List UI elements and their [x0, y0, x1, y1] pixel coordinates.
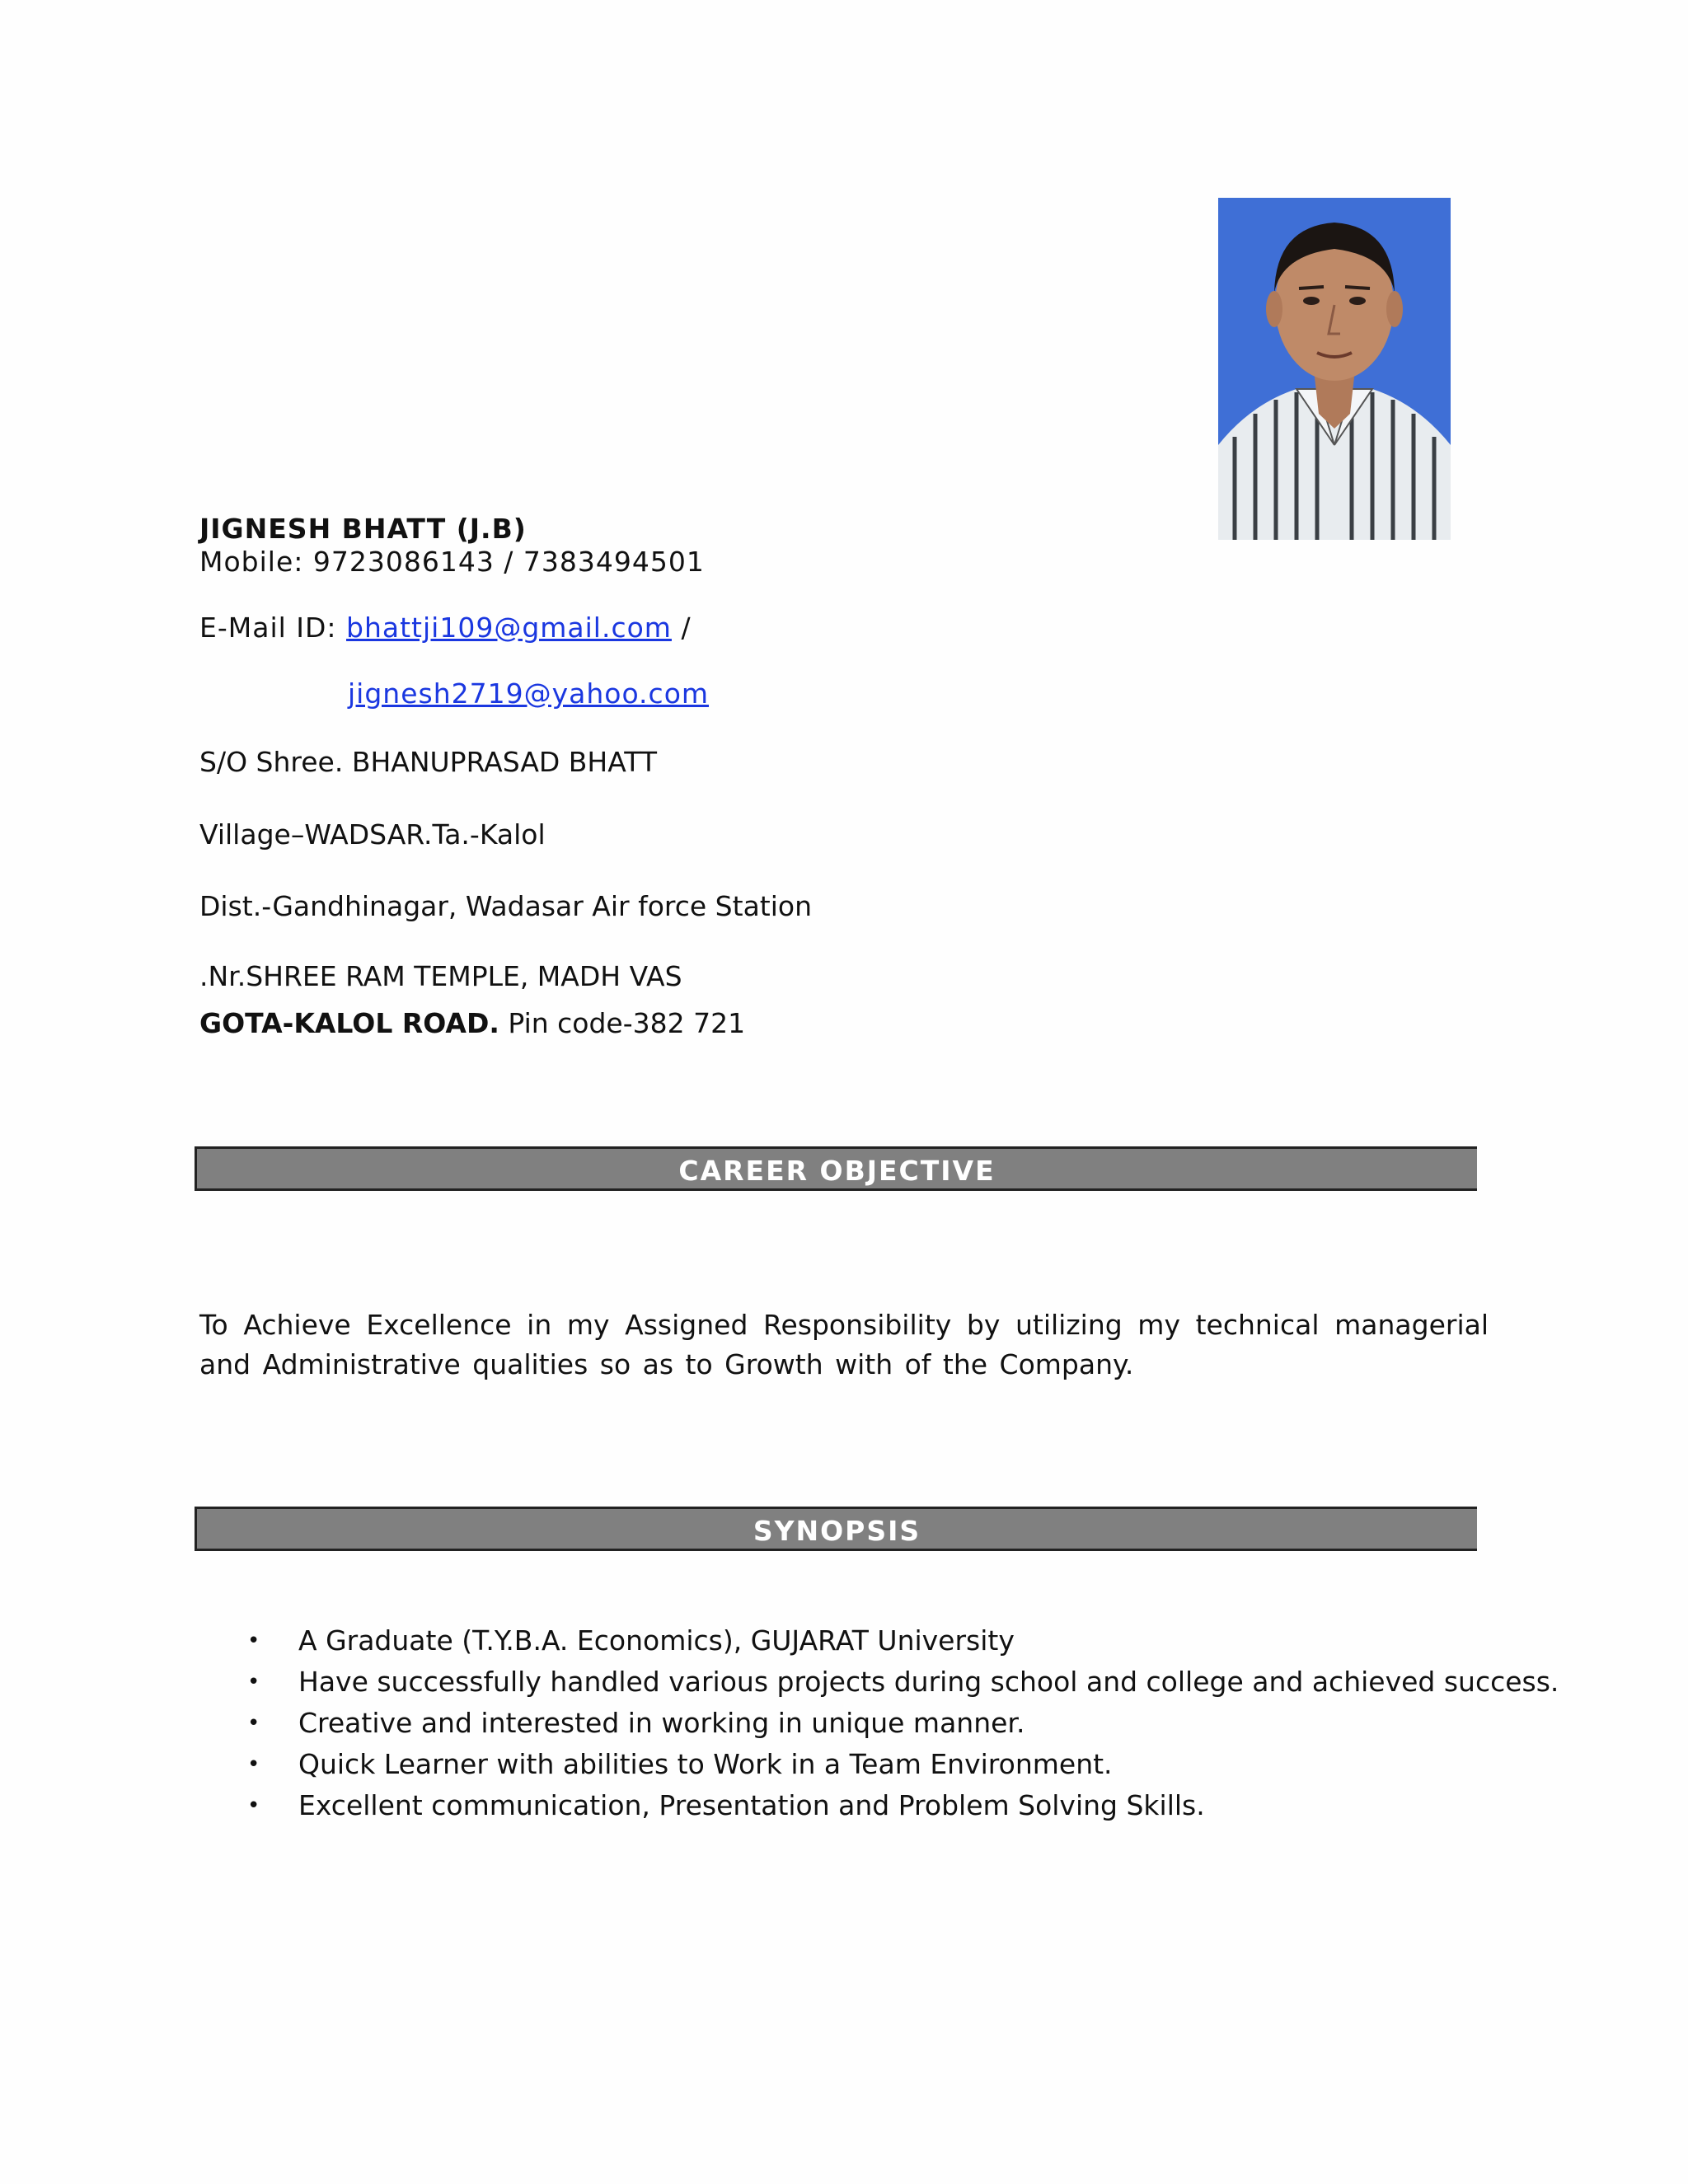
list-item — [247, 1785, 1484, 1826]
bullet-icon: • — [247, 1670, 260, 1694]
email-link-secondary[interactable]: jignesh2719@yahoo.com — [348, 677, 710, 710]
list-item — [247, 1661, 1559, 1703]
address-line-landmark: .Nr.SHREE RAM TEMPLE, MADH VAS — [199, 960, 682, 992]
email-separator: / — [671, 612, 692, 644]
address-line-road-pincode — [199, 1007, 745, 1040]
synopsis-banner — [195, 1507, 1477, 1551]
email-link-primary[interactable]: bhattji109@gmail.com — [346, 612, 672, 644]
list-item-text: Excellent communication, Presentation and Problem Solving Skills. — [298, 1789, 1205, 1821]
list-item-text: Have successfully handled various projects during school and college and achieved success. — [298, 1666, 1559, 1698]
career-objective-banner — [195, 1146, 1477, 1191]
email-line-secondary — [348, 677, 709, 710]
email-line — [199, 612, 692, 644]
candidate-name: JIGNESH BHATT (J.B) — [199, 513, 527, 545]
address-pincode: Pin code-382 721 — [499, 1007, 746, 1039]
list-item-text: Creative and interested in working in unique manner. — [298, 1707, 1025, 1739]
email-label: E-Mail ID: — [199, 612, 347, 644]
synopsis-title: SYNOPSIS — [753, 1515, 921, 1547]
bullet-icon: • — [247, 1793, 260, 1818]
address-road: GOTA-KALOL ROAD. — [199, 1007, 499, 1039]
bullet-icon: • — [247, 1711, 260, 1736]
list-item-text: Quick Learner with abilities to Work in a Team Environment. — [298, 1748, 1113, 1780]
mobile-numbers: Mobile: 9723086143 / 7383494501 — [199, 546, 705, 578]
list-item-text: A Graduate (T.Y.B.A. Economics), GUJARAT University — [298, 1624, 1015, 1657]
address-line-parent: S/O Shree. BHANUPRASAD BHATT — [199, 746, 657, 778]
bullet-icon: • — [247, 1752, 260, 1777]
address-line-district: Dist.-Gandhinagar, Wadasar Air force Station — [199, 890, 812, 922]
profile-photo — [1218, 198, 1451, 540]
career-objective-text: To Achieve Excellence in my Assigned Responsibility by utilizing my technical managerial and Administrative qualities so as to Growth with of the Company. — [199, 1309, 1489, 1380]
list-item — [247, 1620, 1484, 1661]
list-item — [247, 1744, 1484, 1785]
address-line-village: Village–WADSAR.Ta.-Kalol — [199, 818, 546, 851]
synopsis-list — [247, 1620, 1559, 1826]
career-objective-title: CAREER OBJECTIVE — [678, 1155, 996, 1187]
list-item — [247, 1703, 1484, 1744]
bullet-icon: • — [247, 1629, 260, 1653]
